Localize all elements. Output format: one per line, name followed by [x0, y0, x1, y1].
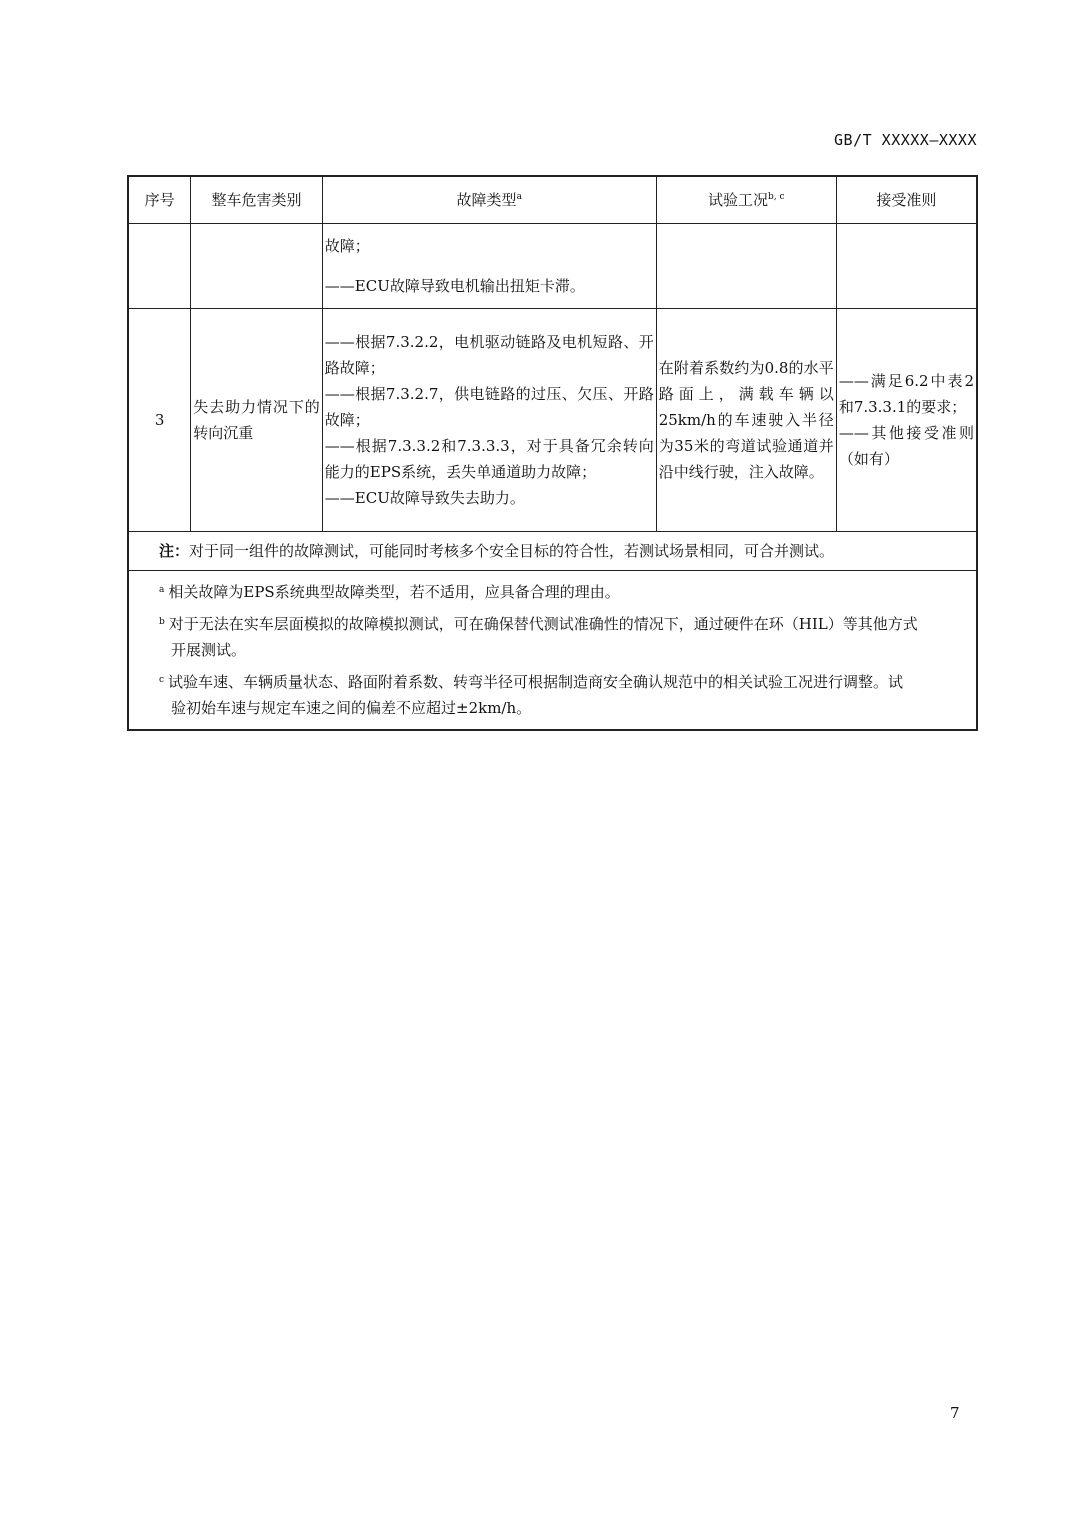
row3-no-cell: 3 [128, 309, 191, 532]
footnote-a [159, 579, 972, 605]
footnote-text: 试验车速、车辆质量状态、路面附着系数、转弯半径可根据制造商安全确认规范中的相关试验工况进行调整。试 [168, 673, 904, 691]
row3-acceptance-cell [836, 309, 977, 532]
footnote-text-cont: 验初始车速与规定车速之间的偏差不应超过±2km/h。 [171, 699, 532, 717]
fault-test-table [127, 175, 978, 731]
fault-line: ——根据7.3.2.7，供电链路的过压、欠压、开路故障； [324, 385, 654, 429]
page-number: 7 [950, 1404, 960, 1422]
row3-hazard-cell: 失去助力情况下的转向沉重 [191, 309, 323, 532]
header-hazard: 整车危害类别 [191, 176, 323, 224]
fault-line: ——ECU故障导致电机输出扭矩卡滞。 [324, 277, 585, 295]
table-row [128, 224, 977, 309]
note-row [128, 532, 977, 571]
header-fault-label: 故障类型 [456, 191, 517, 209]
note-text: 对于同一组件的故障测试，可能同时考核多个安全目标的符合性，若测试场景相同，可合并测试。 [189, 542, 835, 560]
footnotes-row [128, 571, 977, 731]
footnote-text: 对于无法在实车层面模拟的故障模拟测试，可在确保替代测试准确性的情况下，通过硬件在环（HIL）等其他方式 [168, 615, 918, 633]
row3-fault-cell [322, 309, 656, 532]
table-header-row [128, 176, 977, 224]
footnote-mark: c [159, 675, 165, 685]
table-row [128, 309, 977, 532]
header-fault-sup: a [516, 192, 522, 202]
footnote-mark: a [159, 585, 165, 595]
footnote-mark: b [159, 617, 165, 627]
cont-fault-cell [322, 224, 656, 309]
row3-condition-cell: 在附着系数约为0.8的水平路面上，满载车辆以25km/h的车速驶入半径为35米的弯道试验通道并沿中线行驶，注入故障。 [656, 309, 836, 532]
header-acceptance: 接受准则 [836, 176, 977, 224]
cont-no-cell [128, 224, 191, 309]
cont-acceptance-cell [836, 224, 977, 309]
note-cell [128, 532, 977, 571]
footnote-c [159, 669, 972, 721]
footnote-text-cont: 开展测试。 [171, 641, 247, 659]
fault-line: ——ECU故障导致失去助力。 [324, 489, 525, 507]
header-condition-sup: b, c [768, 192, 785, 202]
header-condition [656, 176, 836, 224]
standard-code: GB/T XXXXX—XXXX [834, 131, 977, 149]
cont-condition-cell [656, 224, 836, 309]
acceptance-line: ——满足6.2中表2和7.3.3.1的要求； [838, 372, 974, 416]
header-fault [322, 176, 656, 224]
acceptance-line: ——其他接受准则（如有） [838, 424, 974, 468]
fault-line: 故障； [324, 237, 370, 255]
note-label: 注： [159, 542, 190, 560]
header-condition-label: 试验工况 [707, 191, 768, 209]
cont-hazard-cell [191, 224, 323, 309]
footnote-text: 相关故障为EPS系统典型故障类型，若不适用，应具备合理的理由。 [168, 583, 620, 601]
footnotes-cell [128, 571, 977, 731]
fault-line: ——根据7.3.2.2，电机驱动链路及电机短路、开路故障； [324, 333, 654, 377]
fault-line: ——根据7.3.3.2和7.3.3.3，对于具备冗余转向能力的EPS系统，丢失单通道助力故障； [324, 437, 654, 481]
header-no: 序号 [128, 176, 191, 224]
footnote-b [159, 611, 972, 663]
